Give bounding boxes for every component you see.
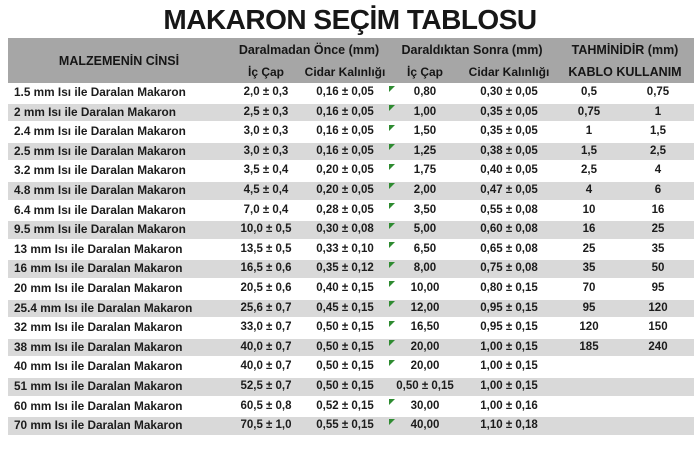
value-cell: 1,00 ± 0,15 [480, 340, 538, 353]
value-cell: 0,95 ± 0,15 [480, 301, 538, 314]
table-row [8, 319, 694, 337]
value-cell: 6 [654, 183, 662, 196]
table-row [8, 182, 694, 200]
material-cell: 70 mm Isı ile Daralan Makaron [14, 418, 183, 433]
green-corner-marker-icon [389, 360, 395, 366]
value-cell: 240 [648, 340, 668, 353]
material-cell: 1.5 mm Isı ile Daralan Makaron [14, 85, 186, 99]
value-cell: 0,16 ± 0,05 [316, 144, 374, 157]
value-cell: 2,00 [388, 182, 462, 200]
header-sub-cidar-before: Cidar Kalınlığı [304, 65, 386, 79]
green-corner-marker-icon [389, 183, 395, 189]
green-corner-marker-icon [389, 203, 395, 209]
value-cell: 1,50 [388, 123, 462, 141]
value-cell: 0,47 ± 0,05 [480, 183, 538, 196]
value-cell: 0,20 ± 0,05 [316, 164, 374, 177]
value-cell: 1,25 [388, 143, 462, 161]
value-cell: 2,0 ± 0,3 [243, 86, 289, 98]
value-cell: 1 [654, 105, 662, 118]
value-cell: 30,00 [388, 398, 462, 416]
material-cell: 16 mm Isı ile Daralan Makaron [14, 261, 183, 276]
header-group-tahminidir: TAHMİNİDİR (mm) [571, 42, 679, 57]
value-cell: 4,5 ± 0,4 [243, 183, 289, 196]
header-malzemenin-cinsi: MALZEMENİN CİNSİ [58, 53, 180, 68]
table-row [8, 398, 694, 416]
value-cell: 1,75 [388, 162, 462, 180]
table-row [8, 104, 694, 122]
material-cell: 2 mm Isı ile Daralan Makaron [14, 104, 176, 119]
value-cell: 25 [651, 223, 665, 236]
value-cell: 0,75 [577, 105, 601, 118]
value-cell: 7,0 ± 0,4 [243, 203, 289, 216]
material-cell: 4.8 mm Isı ile Daralan Makaron [14, 182, 186, 197]
value-cell: 0,50 ± 0,15 [316, 340, 374, 353]
header-sub-kablo-kullanim: KABLO KULLANIM [568, 65, 682, 79]
material-cell: 32 mm Isı ile Daralan Makaron [14, 320, 183, 335]
material-cell: 60 mm Isı ile Daralan Makaron [14, 398, 183, 413]
value-cell: 70 [582, 281, 596, 294]
value-cell: 16,5 ± 0,6 [240, 262, 292, 275]
table-row [8, 241, 694, 259]
page-title: MAKARON SEÇİM TABLOSU [163, 4, 537, 35]
green-corner-marker-icon [389, 125, 395, 131]
material-cell: 25.4 mm Isı ile Daralan Makaron [14, 300, 193, 315]
value-cell: 60,5 ± 0,8 [240, 399, 292, 412]
value-cell: 25 [582, 242, 596, 255]
table-row [8, 260, 694, 278]
value-cell: 40,0 ± 0,7 [240, 340, 292, 353]
value-cell: 3,5 ± 0,4 [243, 164, 289, 177]
green-corner-marker-icon [389, 399, 395, 405]
value-cell: 6,50 [388, 241, 462, 259]
value-cell: 16 [582, 223, 596, 236]
value-cell: 0,50 ± 0,15 [316, 360, 374, 373]
value-cell: 3,50 [388, 202, 462, 220]
value-cell: 0,33 ± 0,10 [316, 242, 374, 255]
value-cell: 8,00 [388, 260, 462, 278]
value-cell: 20,5 ± 0,6 [240, 281, 292, 294]
material-cell: 6.4 mm Isı ile Daralan Makaron [14, 202, 186, 217]
table-row [8, 143, 694, 161]
value-cell: 10 [582, 203, 596, 216]
value-cell: 35 [582, 262, 596, 275]
header-group-daraldiktan-sonra: Daraldıktan Sonra (mm) [401, 42, 543, 57]
value-cell: 0,35 ± 0,12 [316, 262, 374, 275]
value-cell: 0,50 ± 0,15 [396, 379, 454, 392]
table-row [8, 339, 694, 357]
value-cell: 0,65 ± 0,08 [480, 242, 538, 255]
value-cell: 0,60 ± 0,08 [480, 223, 538, 236]
value-cell: 10,00 [388, 280, 462, 298]
table-row [8, 123, 694, 141]
green-corner-marker-icon [389, 419, 395, 425]
value-cell: 0,95 ± 0,15 [480, 321, 538, 334]
value-cell: 0,52 ± 0,15 [316, 399, 374, 412]
value-cell: 0,50 ± 0,15 [316, 321, 374, 334]
value-cell: 4 [585, 183, 593, 196]
value-cell: 0,35 ± 0,05 [480, 125, 538, 138]
value-cell: 20,00 [388, 358, 462, 376]
material-cell: 51 mm Isı ile Daralan Makaron [14, 378, 183, 393]
material-cell: 13 mm Isı ile Daralan Makaron [14, 241, 183, 256]
material-cell: 9.5 mm Isı ile Daralan Makaron [14, 222, 186, 237]
value-cell: 2,5 ± 0,3 [243, 105, 289, 118]
green-corner-marker-icon [389, 223, 395, 229]
value-cell: 185 [579, 340, 599, 353]
value-cell: 150 [648, 321, 668, 334]
table-body [8, 84, 694, 435]
value-cell: 95 [651, 281, 665, 294]
green-corner-marker-icon [389, 321, 395, 327]
table-row [8, 84, 694, 102]
value-cell: 33,0 ± 0,7 [240, 321, 292, 334]
table-row [8, 221, 694, 239]
value-cell: 12,00 [388, 300, 462, 318]
value-cell: 0,55 ± 0,08 [480, 203, 538, 216]
material-cell: 3.2 mm Isı ile Daralan Makaron [14, 163, 186, 178]
value-cell: 52,5 ± 0,7 [240, 379, 292, 392]
value-cell: 0,35 ± 0,05 [480, 105, 538, 118]
table-row [8, 162, 694, 180]
value-cell: 1,00 ± 0,15 [480, 360, 538, 373]
value-cell: 40,0 ± 0,7 [240, 360, 292, 373]
value-cell: 0,40 ± 0,15 [316, 281, 374, 294]
value-cell: 0,75 ± 0,08 [480, 262, 538, 275]
value-cell: 0,30 ± 0,08 [316, 223, 374, 236]
table-header [8, 38, 694, 83]
value-cell: 120 [648, 301, 668, 314]
value-cell: 5,00 [388, 221, 462, 239]
green-corner-marker-icon [389, 105, 395, 111]
header-sub-ic-cap-after: İç Çap [406, 65, 443, 79]
value-cell: 70,5 ± 1,0 [240, 419, 292, 432]
value-cell: 120 [579, 321, 599, 334]
green-corner-marker-icon [389, 144, 395, 150]
value-cell: 10,0 ± 0,5 [240, 223, 292, 236]
table-row [8, 300, 694, 318]
header-group-daralmadan-once: Daralmadan Önce (mm) [238, 42, 380, 57]
value-cell: 20,00 [388, 339, 462, 357]
value-cell: 0,28 ± 0,05 [316, 203, 374, 216]
value-cell: 35 [651, 242, 665, 255]
value-cell: 0,38 ± 0,05 [480, 144, 538, 157]
value-cell: 0,5 [581, 86, 597, 98]
table-row [8, 358, 694, 376]
value-cell: 0,80 ± 0,15 [480, 281, 538, 294]
value-cell: 0,50 ± 0,15 [316, 379, 374, 392]
value-cell: 25,6 ± 0,7 [240, 301, 292, 314]
green-corner-marker-icon [389, 301, 395, 307]
value-cell: 3,0 ± 0,3 [243, 144, 289, 157]
green-corner-marker-icon [389, 262, 395, 268]
value-cell: 0,55 ± 0,15 [316, 419, 374, 432]
value-cell: 13,5 ± 0,5 [240, 242, 292, 255]
value-cell: 4 [654, 164, 662, 177]
value-cell: 0,20 ± 0,05 [316, 183, 374, 196]
value-cell: 50 [651, 262, 665, 275]
value-cell: 1,10 ± 0,18 [480, 419, 538, 432]
material-cell: 40 mm Isı ile Daralan Makaron [14, 359, 183, 374]
value-cell: 16,50 [388, 319, 462, 337]
header-sub-ic-cap-before: İç Çap [247, 65, 284, 79]
value-cell: 1 [585, 125, 593, 138]
makaron-selection-table [8, 38, 694, 435]
value-cell: 1,00 ± 0,15 [480, 379, 538, 392]
value-cell: 0,30 ± 0,05 [480, 86, 538, 98]
value-cell: 3,0 ± 0,3 [243, 125, 289, 138]
value-cell: 1,00 ± 0,16 [480, 399, 538, 412]
value-cell: 0,80 [388, 84, 462, 102]
value-cell: 0,75 [646, 86, 670, 98]
value-cell: 0,16 ± 0,05 [316, 125, 374, 138]
value-cell: 1,5 [581, 144, 597, 157]
value-cell: 1,00 [388, 104, 462, 122]
material-cell: 2.5 mm Isı ile Daralan Makaron [14, 143, 186, 158]
value-cell: 95 [582, 301, 596, 314]
value-cell: 40,00 [388, 417, 462, 435]
material-cell: 38 mm Isı ile Daralan Makaron [14, 339, 183, 354]
value-cell: 0,16 ± 0,05 [316, 86, 374, 98]
value-cell: 1,5 [650, 125, 666, 138]
table-row [8, 202, 694, 220]
value-cell: 2,5 [581, 164, 597, 177]
value-cell: 0,16 ± 0,05 [316, 105, 374, 118]
material-cell: 2.4 mm Isı ile Daralan Makaron [14, 124, 186, 139]
green-corner-marker-icon [389, 164, 395, 170]
green-corner-marker-icon [389, 86, 395, 92]
value-cell: 16 [651, 203, 665, 216]
value-cell: 2,5 [650, 144, 666, 157]
table-row [8, 378, 694, 396]
table-row [8, 280, 694, 298]
table-row [8, 417, 694, 435]
value-cell: 0,45 ± 0,15 [316, 301, 374, 314]
green-corner-marker-icon [389, 340, 395, 346]
header-sub-cidar-after: Cidar Kalınlığı [468, 65, 550, 79]
green-corner-marker-icon [389, 242, 395, 248]
value-cell: 0,40 ± 0,05 [480, 164, 538, 177]
green-corner-marker-icon [389, 281, 395, 287]
material-cell: 20 mm Isı ile Daralan Makaron [14, 280, 183, 295]
